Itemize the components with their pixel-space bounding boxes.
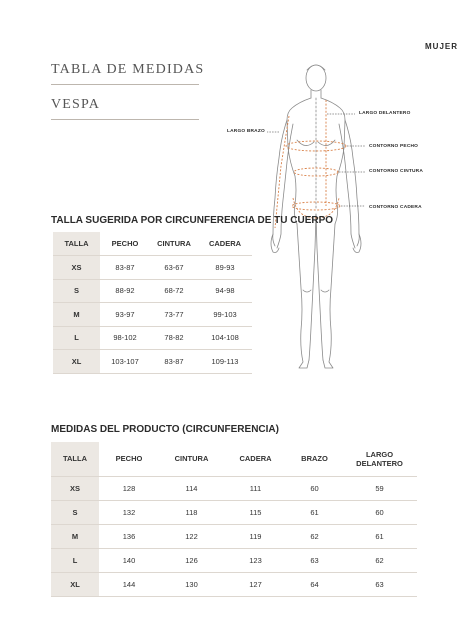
table-cell: 115 (224, 500, 287, 524)
table-row (53, 350, 252, 374)
table-cell: 83-87 (150, 350, 198, 374)
table-row (51, 549, 417, 573)
table-cell: 61 (287, 500, 342, 524)
label-contorno-pecho: CONTORNO PECHO (369, 144, 419, 149)
table-cell: 78-82 (150, 326, 198, 350)
body-size-table (53, 232, 252, 374)
table-cell: 94-98 (198, 279, 252, 303)
product-table-title: MEDIDAS DEL PRODUCTO (CIRCUNFERENCIA) (51, 424, 279, 435)
size-cell: XS (51, 476, 99, 500)
size-cell: S (53, 279, 100, 303)
product-measurement-table (51, 442, 417, 597)
table-cell: 119 (224, 524, 287, 548)
table-cell: 144 (99, 573, 159, 597)
table-cell: 62 (342, 549, 417, 573)
col-header-pecho: PECHO (115, 454, 143, 464)
table-cell: 103-107 (100, 350, 150, 374)
table-row (51, 524, 417, 548)
table-cell: 62 (287, 524, 342, 548)
col-header-talla: TALLA (51, 442, 99, 476)
table-cell: 64 (287, 573, 342, 597)
table-cell: 127 (224, 573, 287, 597)
table-cell: 83-87 (100, 256, 150, 280)
product-name: VESPA (51, 97, 101, 112)
table-cell: 111 (224, 476, 287, 500)
col-header-cadera: CADERA (208, 239, 242, 248)
title-divider (51, 84, 199, 85)
table-row (53, 256, 252, 280)
size-cell: M (51, 524, 99, 548)
size-cell: S (51, 500, 99, 524)
label-largo-delantero: LARGO DELANTERO (359, 111, 411, 116)
table-row (51, 573, 417, 597)
table-cell: 68-72 (150, 279, 198, 303)
table-cell: 98-102 (100, 326, 150, 350)
table-row (53, 326, 252, 350)
table-header-row (51, 442, 417, 476)
table-cell: 63-67 (150, 256, 198, 280)
page-title: TABLA DE MEDIDAS (51, 62, 205, 77)
size-cell: XL (53, 350, 100, 374)
body-table-title: TALLA SUGERIDA POR CIRCUNFERENCIA DE TU CUERPO (51, 215, 334, 226)
label-largo-brazo: LARGO BRAZO (227, 129, 265, 134)
col-header-largo-delantero (342, 442, 417, 476)
size-cell: M (53, 303, 100, 327)
table-cell: 128 (99, 476, 159, 500)
table-cell: 109-113 (198, 350, 252, 374)
table-cell: 63 (287, 549, 342, 573)
table-cell: 130 (159, 573, 224, 597)
col-header-brazo: BRAZO (301, 454, 328, 464)
label-contorno-cadera: CONTORNO CADERA (369, 205, 422, 210)
table-cell: 132 (99, 500, 159, 524)
gender-label: MUJER (425, 42, 459, 51)
table-cell: 59 (342, 476, 417, 500)
col-header-pecho: PECHO (111, 239, 139, 248)
table-cell: 89-93 (198, 256, 252, 280)
col-header-delantero: DELANTERO (356, 458, 403, 468)
size-cell: L (53, 326, 100, 350)
table-cell: 88-92 (100, 279, 150, 303)
table-cell: 60 (342, 500, 417, 524)
col-header-largo: LARGO (365, 449, 394, 459)
table-cell: 63 (342, 573, 417, 597)
table-cell: 140 (99, 549, 159, 573)
table-cell: 114 (159, 476, 224, 500)
table-cell: 104-108 (198, 326, 252, 350)
col-header-cintura: CINTURA (174, 454, 209, 464)
table-cell: 99-103 (198, 303, 252, 327)
product-divider (51, 119, 199, 120)
table-cell: 118 (159, 500, 224, 524)
table-row (51, 476, 417, 500)
size-cell: XL (51, 573, 99, 597)
table-row (53, 303, 252, 327)
table-cell: 126 (159, 549, 224, 573)
col-header-talla: TALLA (53, 232, 100, 256)
col-header-cadera: CADERA (239, 454, 272, 464)
col-header-cintura: CINTURA (157, 239, 191, 248)
table-cell: 61 (342, 524, 417, 548)
table-cell: 73-77 (150, 303, 198, 327)
table-cell: 122 (159, 524, 224, 548)
table-header-row (53, 232, 252, 256)
table-row (51, 500, 417, 524)
table-cell: 123 (224, 549, 287, 573)
table-row (53, 279, 252, 303)
label-contorno-cintura: CONTORNO CINTURA (369, 169, 424, 174)
table-cell: 93-97 (100, 303, 150, 327)
table-cell: 60 (287, 476, 342, 500)
size-cell: XS (53, 256, 100, 280)
size-cell: L (51, 549, 99, 573)
table-cell: 136 (99, 524, 159, 548)
